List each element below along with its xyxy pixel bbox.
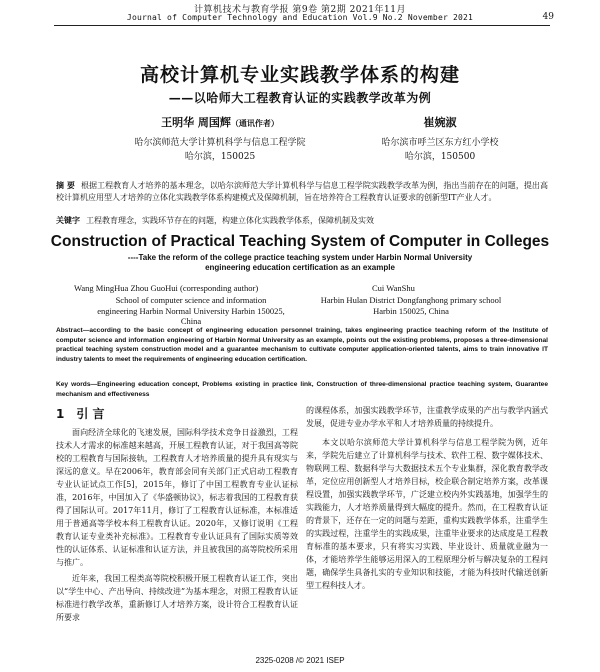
intro-paragraph-3: 本文以哈尔滨师范大学计算机科学与信息工程学院为例，近年来，学院先后建立了计算机科学与技术、软件工程、数字媒体技术、物联网工程、数据科学与大数据技术五个专业集群，深化教育教学改革，定位应用创新型人才培养目标，校企联合制定培养方案，改革课程设置，加强实践教学环节，广泛建立校内外实践基地，加强学生的实践能力，人才培养质量得到大幅度的提升。然而，在工程教育认证的背景下，还存在一定的问题与差距，重构实践教学体系，注重学生的实践过程，注重学生的实践成果，注重毕业要求的达成度是工程教育标准的基本要求，只有将实习实践、毕业设计、质量就业融为一体，才能培养学生能够运用深入的工程原理分析与解决复杂的工程问题，确保学生具备扎实的专业知识和技能，才能为科技时代输送创新型工程科技人才。 [306, 438, 548, 590]
running-head [0, 0, 600, 26]
author-affiliation-2: 哈尔滨市呼兰区东方红小学校 哈尔滨，150500 [381, 138, 499, 162]
abstract-en: Abstract—according to the basic concept of engineering education personnel training, takes engineering practice teaching reform of the Institute of computer science and information engineering of Harbin Normal University as an example, points out the existing problems, proposes a three-dimensional practical teaching system construction model and a guarantee mechanism to cultivate computer application-oriented talents, aims to train innovative IT industry talents to meet the requirements of engineering education certification. [56, 327, 548, 363]
section-number: 1 [56, 407, 65, 421]
keywords-cn [56, 215, 548, 227]
keywords-cn-label: 关键字 [56, 216, 80, 225]
abstract-cn [56, 180, 548, 204]
affiliation-en-left: School of computer science and information engineering Harbin Normal University Harbin 150025, China [97, 295, 285, 326]
header-rule [54, 25, 550, 26]
journal-name-en: Journal of Computer Technology and Education Vol.9 No.2 November 2021 [126, 13, 474, 22]
intro-paragraph-2-continued: 的课程体系，加强实践教学环节，注重教学成果的产出与教学内涵式发展，促进专业办学水平和人才培养质量的持续提升。 [306, 406, 548, 428]
body-column-right [306, 404, 548, 595]
footer-issn: 2325-0208 /© 2021 ISEP [255, 656, 345, 665]
author-names-1: 王明华 周国辉（通讯作者） [161, 116, 279, 129]
keywords-en: Key words—Engineering education concept, Problems existing in practice link, Construction of three-dimensional practice teaching system, Guarantee mechanism and effectiveness [56, 381, 548, 398]
section-heading-1 [56, 406, 298, 422]
intro-paragraph-1: 面向经济全球化的飞速发展，国际科学技术竞争日益激烈，工程技术人才需求的标准越来越高，开展工程教育认证，对于我国高等院校的工程教育与国际接轨，工程教育人才培养质量的提升具有现实与深远的意义。早在2006年，教育部会同有关部门正式启动工程教育专业认证试点工作[5]，2015年，修订了中国工程教育专业认证标准，2016年，中国加入了《华盛顿协议》，标志着我国的工程教育获得了国际认可。2017年11月，修订了工程教育认证标准，本标准适用于普通高等学校本科工程教育认证。2020年，又修订说明《工程教育认证专业类补充标准》。工程教育专业认证具有了国际实质等效性的认证体系、认证标准和认证方法，并且被我国的高等院校所采用与推广。 [56, 428, 298, 567]
author-names-en-left: Wang MingHua Zhou GuoHui (corresponding author) [74, 283, 259, 293]
paper-subtitle-cn: ——以哈师大工程教育认证的实践教学改革为例 [168, 91, 432, 105]
journal-name-cn: 计算机技术与教育学报 第9卷 第2期 2021年11月 [194, 5, 406, 15]
author-block-1 [100, 114, 340, 164]
body-column-left [56, 404, 298, 627]
author-names-en-right: Cui WanShu [372, 283, 415, 293]
author-affiliation-1: 哈尔滨师范大学计算机科学与信息工程学院 哈尔滨，150025 [134, 138, 306, 162]
page-number: 49 [542, 12, 554, 22]
keywords-cn-text: 工程教育理念，实践环节存在的问题，构建立体化实践教学体系，保障机制及实效 [86, 216, 374, 225]
intro-paragraph-2: 近年来，我国工程类高等院校积极开展工程教育认证工作，突出以“学生中心、产出导向、持续改进”为基本理念，对照工程教育认证标准进行教学改革，重新修订人才培养方案，设计符合工程教育认证所要求 [56, 574, 298, 622]
section-title: 引 言 [76, 407, 105, 421]
author-block-2 [340, 114, 540, 164]
paper-title-cn: 高校计算机专业实践教学体系的构建 [139, 64, 460, 86]
paper-title-en: Construction of Practical Teaching System of Computer in Colleges [50, 233, 550, 250]
affiliation-en-right: Harbin Hulan District Dongfanghong primary school Harbin 150025, China [320, 295, 502, 316]
paper-subtitle-en: ----Take the reform of the college practice teaching system under Harbin Normal University engineering education certification as an example [127, 253, 473, 272]
abstract-cn-text: 根据工程教育人才培养的基本理念，以哈尔滨师范大学计算机科学与信息工程学院实践教学改革为例，指出当前存在的问题，提出高校计算机应用型人才培养的立体化实践教学体系构建模式及保障机制，旨在培养符合工程教育认证要求的创新型IT产业人才。 [56, 181, 548, 202]
abstract-cn-label: 摘 要 [56, 181, 75, 190]
author-names-2: 崔婉淑 [423, 116, 457, 129]
corresponding-note: （通讯作者） [230, 119, 279, 128]
